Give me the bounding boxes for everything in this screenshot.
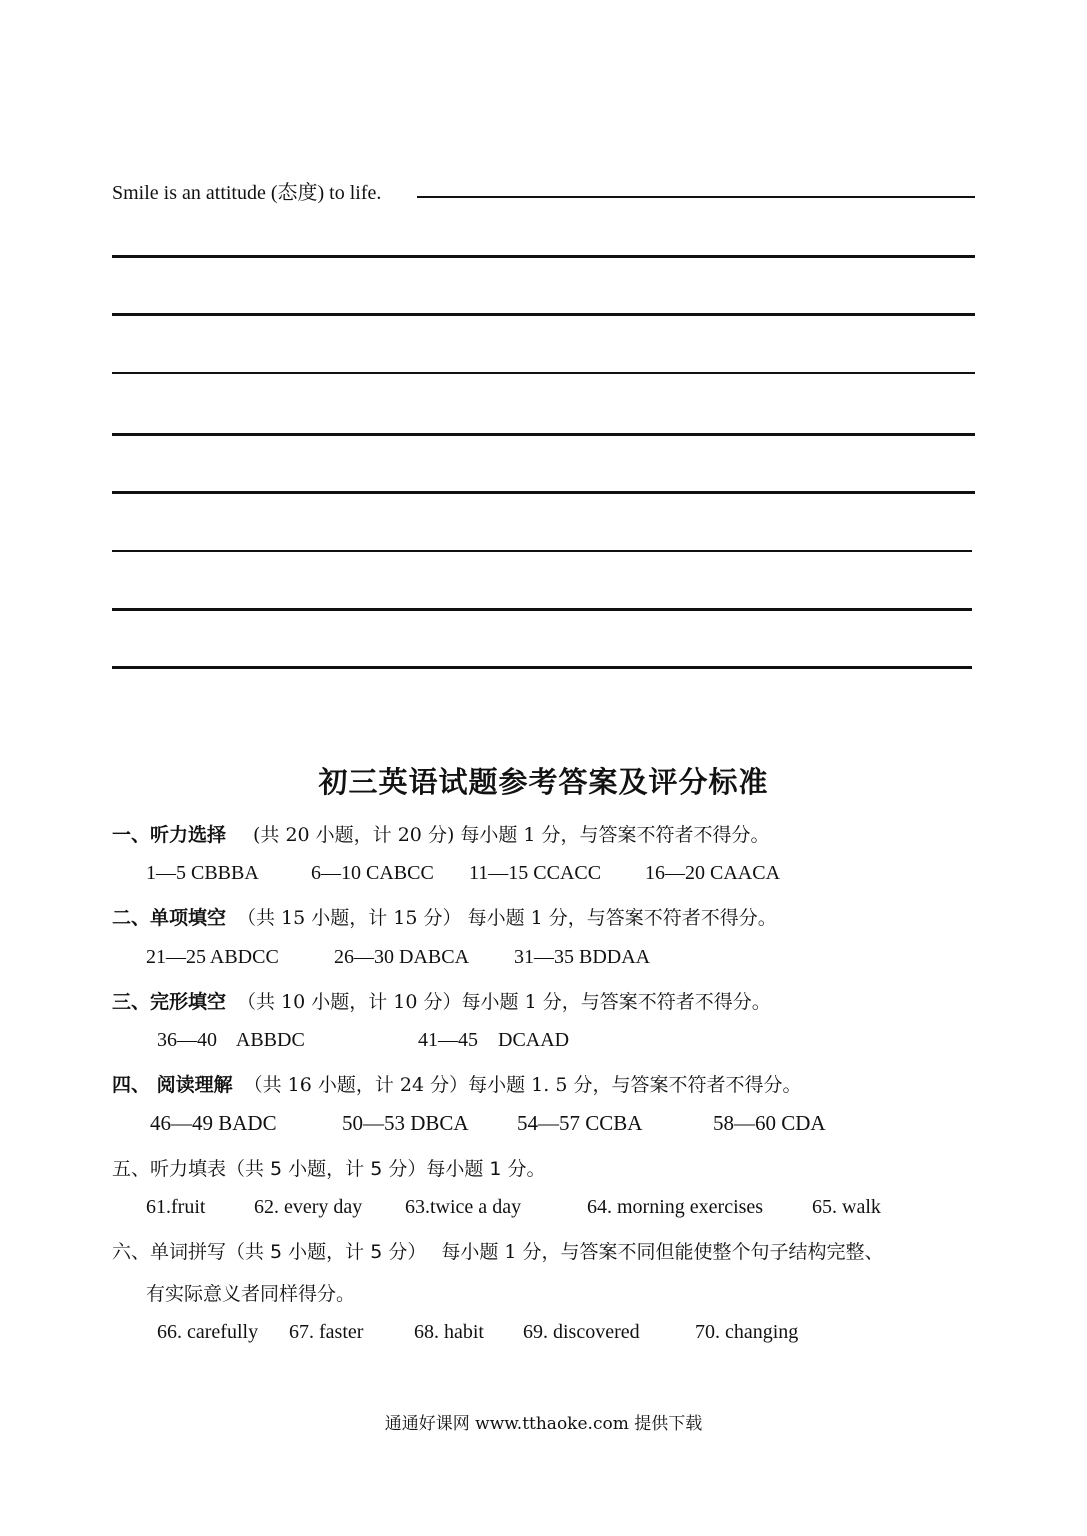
writing-line[interactable] — [417, 196, 975, 198]
section-heading — [112, 1237, 884, 1264]
section-description: （共 16 小题，计 24 分）每小题 1. 5 分，与答案不符者不得分。 — [243, 1074, 802, 1096]
section-title: 五、听力填表（共 5 小题，计 5 分）每小题 1 分。 — [112, 1158, 546, 1180]
section-heading — [112, 820, 770, 847]
section-title: 四、 阅读理解 — [112, 1074, 233, 1096]
section-heading — [112, 1154, 546, 1181]
answer-group: 66. carefully — [157, 1321, 259, 1343]
writing-line[interactable] — [112, 313, 975, 316]
answer-group: 36—40 ABBDC — [157, 1029, 305, 1051]
writing-line[interactable] — [112, 550, 972, 552]
section-description: （共 15 小题，计 15 分） 每小题 1 分，与答案不符者不得分。 — [237, 907, 777, 929]
section-title: 二、单项填空 — [112, 907, 227, 929]
section-title: 三、完形填空 — [112, 991, 227, 1013]
page-footer: 通通好课网 www.tthaoke.com 提供下载 — [384, 1414, 703, 1434]
writing-prompt-text: Smile is an attitude (态度) to life. — [112, 182, 382, 204]
answer-group: 26—30 DABCA — [334, 946, 470, 968]
answer-group: 68. habit — [414, 1321, 484, 1343]
writing-line[interactable] — [112, 255, 975, 258]
section-description-continued: 有实际意义者同样得分。 — [146, 1283, 356, 1305]
answer-group: 41—45 DCAAD — [418, 1029, 570, 1051]
answer-key-title: 初三英语试题参考答案及评分标准 — [318, 765, 769, 799]
answer-group: 6—10 CABCC — [311, 862, 434, 884]
answer-group: 69. discovered — [523, 1321, 640, 1343]
answer-group: 46—49 BADC — [150, 1111, 277, 1135]
answer-group: 67. faster — [289, 1321, 364, 1343]
section-heading — [112, 1070, 801, 1097]
answer-group: 64. morning exercises — [587, 1196, 764, 1218]
answer-group: 54—57 CCBA — [517, 1111, 643, 1135]
writing-line[interactable] — [112, 608, 972, 611]
answer-group: 21—25 ABDCC — [146, 946, 279, 968]
section-description: (共 20 小题，计 20 分) 每小题 1 分，与答案不符者不得分。 — [253, 824, 770, 846]
answer-group: 65. walk — [812, 1196, 881, 1218]
section-heading — [112, 903, 777, 930]
answer-group: 70. changing — [695, 1321, 799, 1343]
answer-group: 50—53 DBCA — [342, 1111, 469, 1135]
writing-line[interactable] — [112, 372, 975, 374]
answer-group: 11—15 CCACC — [469, 862, 602, 884]
answer-group: 1—5 CBBBA — [146, 862, 259, 884]
answer-group: 16—20 CAACA — [645, 862, 781, 884]
section-continuation — [146, 1279, 355, 1306]
writing-line[interactable] — [112, 433, 975, 436]
writing-line[interactable] — [112, 491, 975, 494]
answer-group: 63.twice a day — [405, 1196, 522, 1218]
section-title: 一、听力选择 — [112, 824, 227, 846]
section-title: 六、单词拼写（共 5 小题，计 5 分） — [112, 1241, 427, 1263]
answer-group: 61.fruit — [146, 1196, 206, 1218]
answer-group: 58—60 CDA — [713, 1111, 826, 1135]
section-description: （共 10 小题，计 10 分）每小题 1 分，与答案不符者不得分。 — [237, 991, 771, 1013]
answer-group: 31—35 BDDAA — [514, 946, 651, 968]
writing-prompt — [112, 176, 381, 205]
section-heading — [112, 987, 771, 1014]
writing-line[interactable] — [112, 666, 972, 669]
answer-group: 62. every day — [254, 1196, 363, 1218]
section-description: 每小题 1 分，与答案不同但能使整个句子结构完整、 — [441, 1241, 884, 1263]
